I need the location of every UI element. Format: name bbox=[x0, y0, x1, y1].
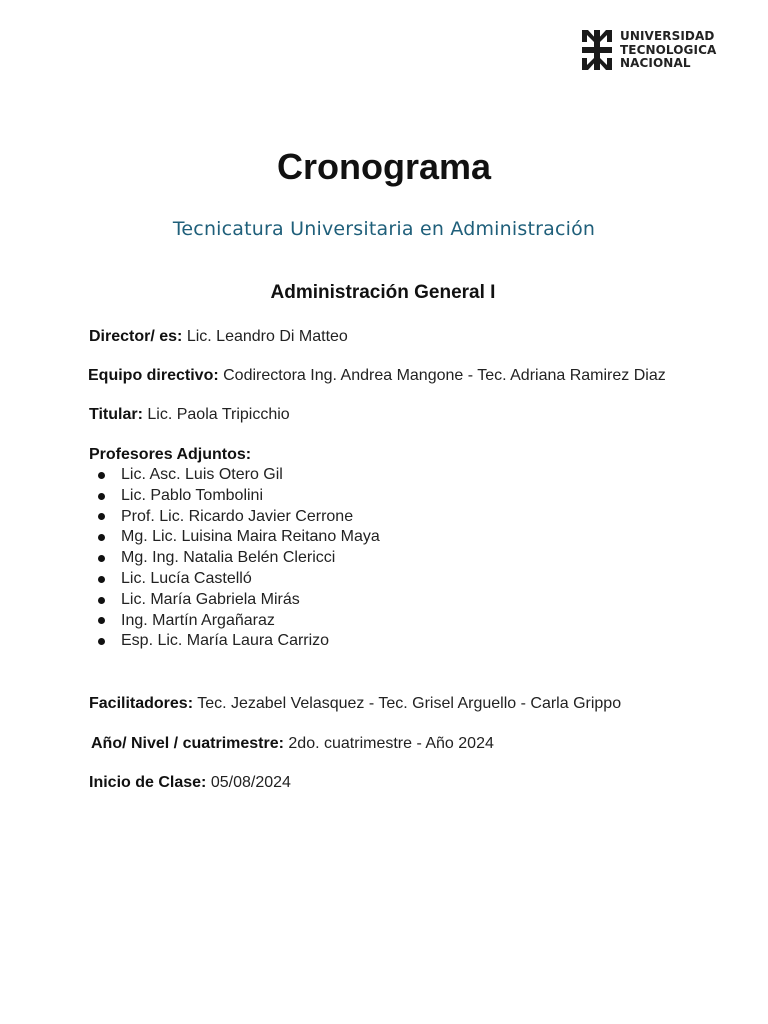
titular-label: Titular: bbox=[89, 406, 143, 423]
bullet-icon bbox=[98, 534, 105, 541]
facilitadores-value: Tec. Jezabel Velasquez - Tec. Grisel Arguello - Carla Grippo bbox=[197, 695, 622, 712]
list-item bbox=[98, 465, 380, 486]
director-label: Director/ es: bbox=[89, 328, 183, 345]
list-item bbox=[98, 486, 380, 507]
bullet-icon bbox=[98, 555, 105, 562]
subject-heading: Administración General I bbox=[270, 282, 496, 303]
inicio-clase-field bbox=[89, 774, 291, 792]
document-subtitle: Tecnicatura Universitaria en Administración bbox=[172, 218, 596, 240]
titular-field bbox=[89, 406, 290, 424]
bullet-icon bbox=[98, 493, 105, 500]
utn-logo bbox=[582, 30, 716, 71]
inicio-clase-value: 05/08/2024 bbox=[210, 774, 291, 791]
list-item-text: Ing. Martín Argañaraz bbox=[121, 611, 275, 629]
list-item-text: Esp. Lic. María Laura Carrizo bbox=[121, 632, 330, 650]
titular-value: Lic. Paola Tripicchio bbox=[147, 406, 290, 423]
facilitadores-field bbox=[89, 695, 621, 713]
inicio-clase-label: Inicio de Clase: bbox=[89, 774, 207, 791]
anio-nivel-label: Año/ Nivel / cuatrimestre: bbox=[91, 735, 284, 752]
list-item bbox=[98, 590, 380, 611]
director-field bbox=[89, 328, 348, 346]
anio-nivel-field bbox=[91, 735, 494, 753]
bullet-icon bbox=[98, 597, 105, 604]
bullet-icon bbox=[98, 513, 105, 520]
list-item-text: Lic. Pablo Tombolini bbox=[121, 486, 264, 504]
logo-line-2: TECNOLOGICA bbox=[620, 42, 717, 57]
profesores-adjuntos-label: Profesores Adjuntos: bbox=[89, 446, 252, 463]
document-title: Cronograma bbox=[276, 146, 492, 187]
equipo-directivo-label: Equipo directivo: bbox=[88, 367, 219, 384]
list-item-text: Lic. Lucía Castelló bbox=[121, 569, 252, 587]
bullet-icon bbox=[98, 617, 105, 624]
bullet-icon bbox=[98, 638, 105, 645]
equipo-directivo-field bbox=[88, 367, 666, 385]
list-item-text: Lic. Asc. Luis Otero Gil bbox=[121, 466, 283, 483]
list-item-text: Prof. Lic. Ricardo Javier Cerrone bbox=[121, 507, 354, 525]
profesores-adjuntos-heading bbox=[89, 446, 251, 464]
bullet-icon bbox=[98, 472, 105, 479]
facilitadores-label: Facilitadores: bbox=[89, 695, 194, 712]
list-item bbox=[98, 507, 380, 528]
list-item bbox=[98, 631, 380, 652]
utn-emblem-icon bbox=[582, 30, 612, 70]
list-item bbox=[98, 527, 380, 548]
logo-line-3: NACIONAL bbox=[620, 56, 691, 70]
list-item-text: Mg. Ing. Natalia Belén Clericci bbox=[121, 549, 336, 567]
list-item-text: Lic. María Gabriela Mirás bbox=[121, 590, 300, 608]
equipo-directivo-value: Codirectora Ing. Andrea Mangone - Tec. Adriana Ramirez Diaz bbox=[223, 367, 666, 384]
director-value: Lic. Leandro Di Matteo bbox=[186, 328, 348, 345]
list-item bbox=[98, 569, 380, 590]
logo-line-1: UNIVERSIDAD bbox=[620, 29, 715, 43]
anio-nivel-value: 2do. cuatrimestre - Año 2024 bbox=[288, 735, 494, 752]
list-item bbox=[98, 548, 380, 569]
list-item bbox=[98, 611, 380, 632]
bullet-icon bbox=[98, 576, 105, 583]
profesores-adjuntos-list bbox=[98, 465, 380, 652]
list-item-text: Mg. Lic. Luisina Maira Reitano Maya bbox=[121, 528, 380, 546]
logo-wordmark bbox=[620, 30, 716, 71]
